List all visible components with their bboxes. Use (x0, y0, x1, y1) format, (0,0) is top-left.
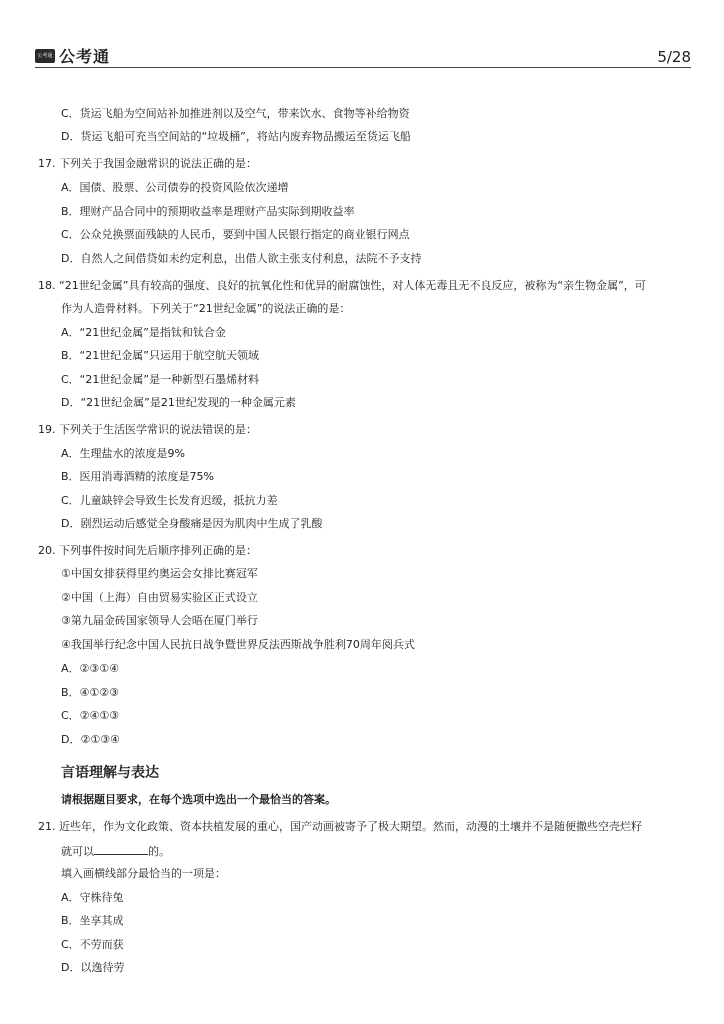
q21-number: 21. (38, 820, 56, 833)
q18-stem-text-2: 作为人造骨材料。下列关于“21世纪金属”的说法正确的是： (61, 302, 351, 315)
logo-badge-icon: 公考通 (35, 49, 55, 63)
q21-prompt: 填入画横线部分最恰当的一项是： (61, 867, 226, 880)
q20-event-1: ①中国女排获得里约奥运会女排比赛冠军 (61, 567, 258, 580)
q20-option-a: A．②③①④ (61, 662, 119, 675)
q21-stem-line-2 (61, 843, 170, 860)
page-header (35, 40, 691, 68)
q19-option-b: B．医用消毒酒精的浓度是75% (61, 470, 214, 483)
q18-option-c: C．“21世纪金属”是一种新型石墨烯材料 (61, 373, 260, 386)
page-number: 5/28 (657, 48, 691, 66)
q20-event-2: ②中国（上海）自由贸易实验区正式设立 (61, 591, 258, 604)
q20-event-4: ④我国举行纪念中国人民抗日战争暨世界反法西斯战争胜利70周年阅兵式 (61, 638, 415, 651)
q16-option-c: C．货运飞船为空间站补加推进剂以及空气，带来饮水、食物等补给物资 (61, 107, 410, 120)
q17-stem (38, 156, 257, 172)
q19-number: 19. (38, 423, 56, 436)
q18-option-a: A．“21世纪金属”是指钛和钛合金 (61, 326, 226, 339)
section-title: 言语理解与表达 (61, 765, 159, 781)
q20-stem-text: 下列事件按时间先后顺序排列正确的是： (59, 544, 257, 557)
q19-option-a: A．生理盐水的浓度是9% (61, 447, 185, 460)
q21-option-a: A．守株待兔 (61, 891, 124, 904)
q20-option-b: B．④①②③ (61, 686, 119, 699)
q19-stem-text: 下列关于生活医学常识的说法错误的是： (59, 423, 257, 436)
q17-number: 17. (38, 157, 56, 170)
section-instruction: 请根据题目要求，在每个选项中选出一个最恰当的答案。 (61, 793, 336, 806)
q17-stem-text: 下列关于我国金融常识的说法正确的是： (59, 157, 257, 170)
q20-number: 20. (38, 544, 56, 557)
q18-stem-text-1: “21世纪金属”具有较高的强度、良好的抗氧化性和优异的耐腐蚀性，对人体无毒且无不良反应，被称为“亲生物金属”，可 (59, 279, 646, 292)
q20-event-3: ③第九届金砖国家领导人会晤在厦门举行 (61, 614, 258, 627)
q20-option-c: C．②④①③ (61, 709, 120, 722)
q18-option-b: B．“21世纪金属”只运用于航空航天领域 (61, 349, 259, 362)
header-divider (35, 67, 691, 68)
q16-option-d: D．货运飞船可充当空间站的“垃圾桶”，将站内废弃物品搬运至货运飞船 (61, 130, 411, 143)
q21-option-c: C．不劳而获 (61, 938, 124, 951)
q19-stem (38, 422, 257, 438)
fill-in-blank (94, 843, 148, 855)
q18-option-d: D．“21世纪金属”是21世纪发现的一种金属元素 (61, 396, 296, 409)
q17-option-a: A．国债、股票、公司债券的投资风险依次递增 (61, 181, 289, 194)
q21-stem-post: 的。 (148, 845, 170, 858)
q17-option-c: C．公众兑换票面残缺的人民币，要到中国人民银行指定的商业银行网点 (61, 228, 410, 241)
logo-text: 公考通 (59, 47, 111, 66)
logo (35, 44, 110, 67)
q19-option-c: C．儿童缺锌会导致生长发育迟缓，抵抗力差 (61, 494, 278, 507)
q21-option-b: B．坐享其成 (61, 914, 124, 927)
q19-option-d: D．剧烈运动后感觉全身酸痛是因为肌肉中生成了乳酸 (61, 517, 323, 530)
q17-option-d: D．自然人之间借贷如未约定利息，出借人欲主张支付利息，法院不予支持 (61, 252, 422, 265)
q18-number: 18. (38, 279, 56, 292)
q20-stem (38, 543, 257, 559)
q21-stem-pre: 就可以 (61, 845, 94, 858)
q21-stem-text-1: 近些年，作为文化政策、资本扶植发展的重心，国产动画被寄予了极大期望。然而，动漫的土壤并不是随便撒些空壳烂籽 (59, 820, 642, 833)
q21-stem (38, 819, 642, 835)
q17-option-b: B．理财产品合同中的预期收益率是理财产品实际到期收益率 (61, 205, 355, 218)
q20-option-d: D．②①③④ (61, 733, 120, 746)
q18-stem (38, 278, 646, 294)
q21-option-d: D．以逸待劳 (61, 961, 125, 974)
